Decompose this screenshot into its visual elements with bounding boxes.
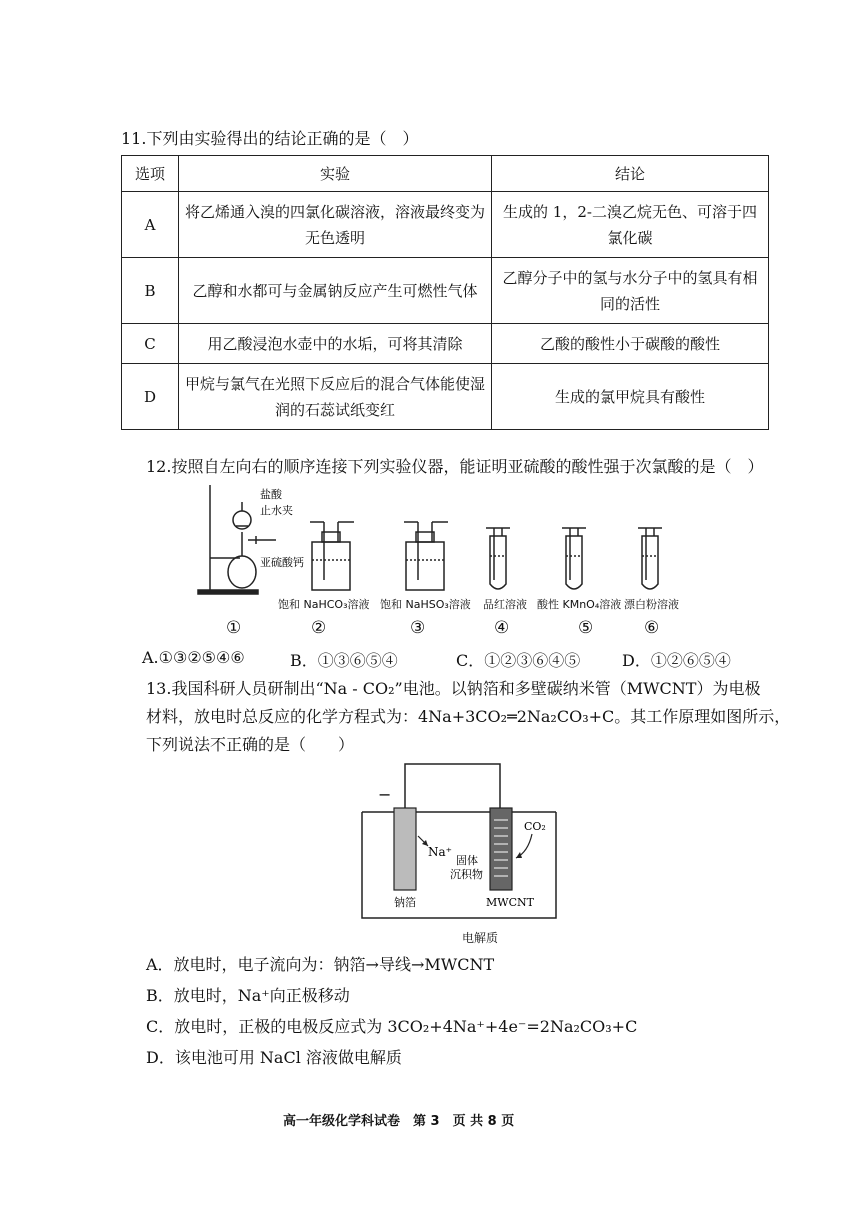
solid-label-2: 沉积物: [450, 868, 483, 881]
col-header-conclusion: 结论: [492, 156, 769, 192]
q12-option-b: B．①③⑥⑤④: [290, 651, 398, 670]
apparatus-2-label: 饱和 NaHCO₃溶液: [278, 598, 370, 611]
row-experiment: 乙醇和水都可与金属钠反应产生可燃性气体: [179, 258, 492, 324]
sodium-electrode: [394, 808, 416, 890]
na-ion-label: Na⁺: [428, 845, 452, 859]
q12-option-a: A.①③②⑤④⑥: [142, 648, 245, 667]
q13-option-c: C．放电时，正极的电极反应式为 3CO₂+4Na⁺+4e⁻=2Na₂CO₃+C: [146, 1017, 638, 1036]
apparatus-5-label: 酸性 KMnO₄溶液: [537, 598, 622, 611]
negative-sign: −: [378, 785, 392, 804]
table-row: [122, 258, 769, 324]
table-row: [122, 192, 769, 258]
apparatus-5: [562, 528, 586, 589]
q13-option-b: B．放电时，Na⁺向正极移动: [146, 986, 350, 1005]
row-conclusion: 乙酸的酸性小于碳酸的酸性: [492, 324, 769, 364]
apparatus-4-num: ④: [494, 618, 510, 638]
q13-stem-line3: 下列说法不正确的是（ ）: [146, 735, 355, 754]
solid-label: 亚硫酸钙: [260, 556, 304, 569]
clamp-label: 止水夹: [260, 504, 293, 517]
q13-option-d: D．该电池可用 NaCl 溶液做电解质: [146, 1048, 402, 1067]
row-experiment: 用乙酸浸泡水壶中的水垢，可将其清除: [179, 324, 492, 364]
apparatus-6: [638, 528, 662, 589]
row-experiment: 甲烷与氯气在光照下反应后的混合气体能使湿润的石蕊试纸变红: [179, 364, 492, 430]
q12-option-d: D．①②⑥⑤④: [622, 651, 731, 670]
row-option: D: [122, 364, 179, 430]
apparatus-3-num: ③: [410, 618, 426, 638]
right-electrode-label: MWCNT: [486, 896, 534, 909]
apparatus-5-num: ⑤: [578, 618, 594, 638]
table-row: [122, 324, 769, 364]
apparatus-3-label: 饱和 NaHSO₃溶液: [380, 598, 471, 611]
q13-option-a: A．放电时，电子流向为：钠箔→导线→MWCNT: [146, 955, 495, 974]
q13-stem-line1: 13.我国科研人员研制出“Na - CO₂”电池。以钠箔和多壁碳纳米管（MWCNT）为电极: [146, 679, 761, 698]
row-conclusion: 乙醇分子中的氢与水分子中的氢具有相同的活性: [492, 258, 769, 324]
row-option: C: [122, 324, 179, 364]
q12-apparatus-diagram: [190, 480, 710, 610]
left-electrode-label: 钠箔: [394, 896, 416, 909]
q13-stem-line2: 材料，放电时总反应的化学方程式为：4Na+3CO₂═2Na₂CO₃+C。其工作原理如图所示，: [146, 707, 791, 726]
apparatus-4: [486, 528, 510, 589]
table-row: [122, 364, 769, 430]
row-experiment: 将乙烯通入溴的四氯化碳溶液，溶液最终变为无色透明: [179, 192, 492, 258]
apparatus-1-num: ①: [226, 618, 242, 638]
apparatus-2-num: ②: [311, 618, 327, 638]
solid-label-1: 固体: [456, 854, 478, 867]
row-conclusion: 生成的氯甲烷具有酸性: [492, 364, 769, 430]
page-footer: 高一年级化学科试卷 第 3 页 共 8 页: [283, 1114, 515, 1129]
q11-table: [121, 155, 769, 430]
co2-label: CO₂: [524, 820, 546, 833]
q12-option-c: C．①②③⑥④⑤: [456, 651, 581, 670]
apparatus-6-num: ⑥: [644, 618, 660, 638]
row-option: A: [122, 192, 179, 258]
apparatus-2: [310, 522, 354, 590]
row-conclusion: 生成的 1，2-二溴乙烷无色、可溶于四氯化碳: [492, 192, 769, 258]
electrolyte-label: 电解质: [462, 931, 499, 945]
col-header-option: 选项: [122, 156, 179, 192]
q12-stem: 12.按照自左向右的顺序连接下列实验仪器，能证明亚硫酸的酸性强于次氯酸的是（ ）: [146, 457, 764, 476]
q13-battery-diagram: [360, 760, 560, 920]
apparatus-1: [198, 485, 276, 594]
apparatus-3: [404, 522, 448, 590]
acid-label: 盐酸: [260, 488, 282, 501]
apparatus-6-label: 漂白粉溶液: [624, 598, 679, 611]
q11-stem: 11.下列由实验得出的结论正确的是（ ）: [121, 129, 419, 148]
row-option: B: [122, 258, 179, 324]
col-header-experiment: 实验: [179, 156, 492, 192]
apparatus-4-label: 品红溶液: [483, 598, 527, 611]
